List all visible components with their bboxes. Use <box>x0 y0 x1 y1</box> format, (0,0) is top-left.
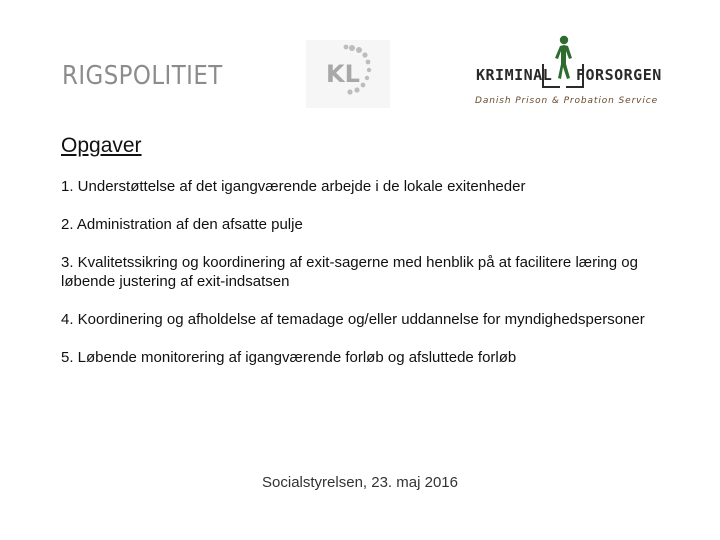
page-title: Opgaver <box>61 134 142 157</box>
task-item-1: 1. Understøttelse af det igangværende arbejde i de lokale exitenheder <box>61 178 526 195</box>
content-area <box>61 134 661 386</box>
kriminalforsorgen-tagline: Danish Prison & Probation Service <box>475 96 659 106</box>
footer-text: Socialstyrelsen, 23. maj 2016 <box>262 474 458 491</box>
kriminalforsorgen-word-right: FORSORGEN <box>576 66 662 84</box>
task-item-2: 2. Administration af den afsatte pulje <box>61 216 303 233</box>
kl-logo <box>306 40 390 108</box>
rigspolitiet-logo: RIGSPOLITIET <box>62 61 223 91</box>
kriminalforsorgen-logo <box>472 34 662 110</box>
kriminalforsorgen-word-left: KRIMINAL <box>476 66 553 84</box>
kl-logo-text: KL <box>326 60 360 88</box>
kl-logo-mark <box>306 40 390 108</box>
task-item-3: 3. Kvalitetssikring og koordinering af exit-sagerne med henblik på at facilitere læring og løbende justering af exit-indsatsen <box>61 254 638 290</box>
task-item-5: 5. Løbende monitorering af igangværende forløb og afsluttede forløb <box>61 349 517 366</box>
task-item-4: 4. Koordinering og afholdelse af temadage og/eller uddannelse for myndighedspersoner <box>61 311 645 328</box>
